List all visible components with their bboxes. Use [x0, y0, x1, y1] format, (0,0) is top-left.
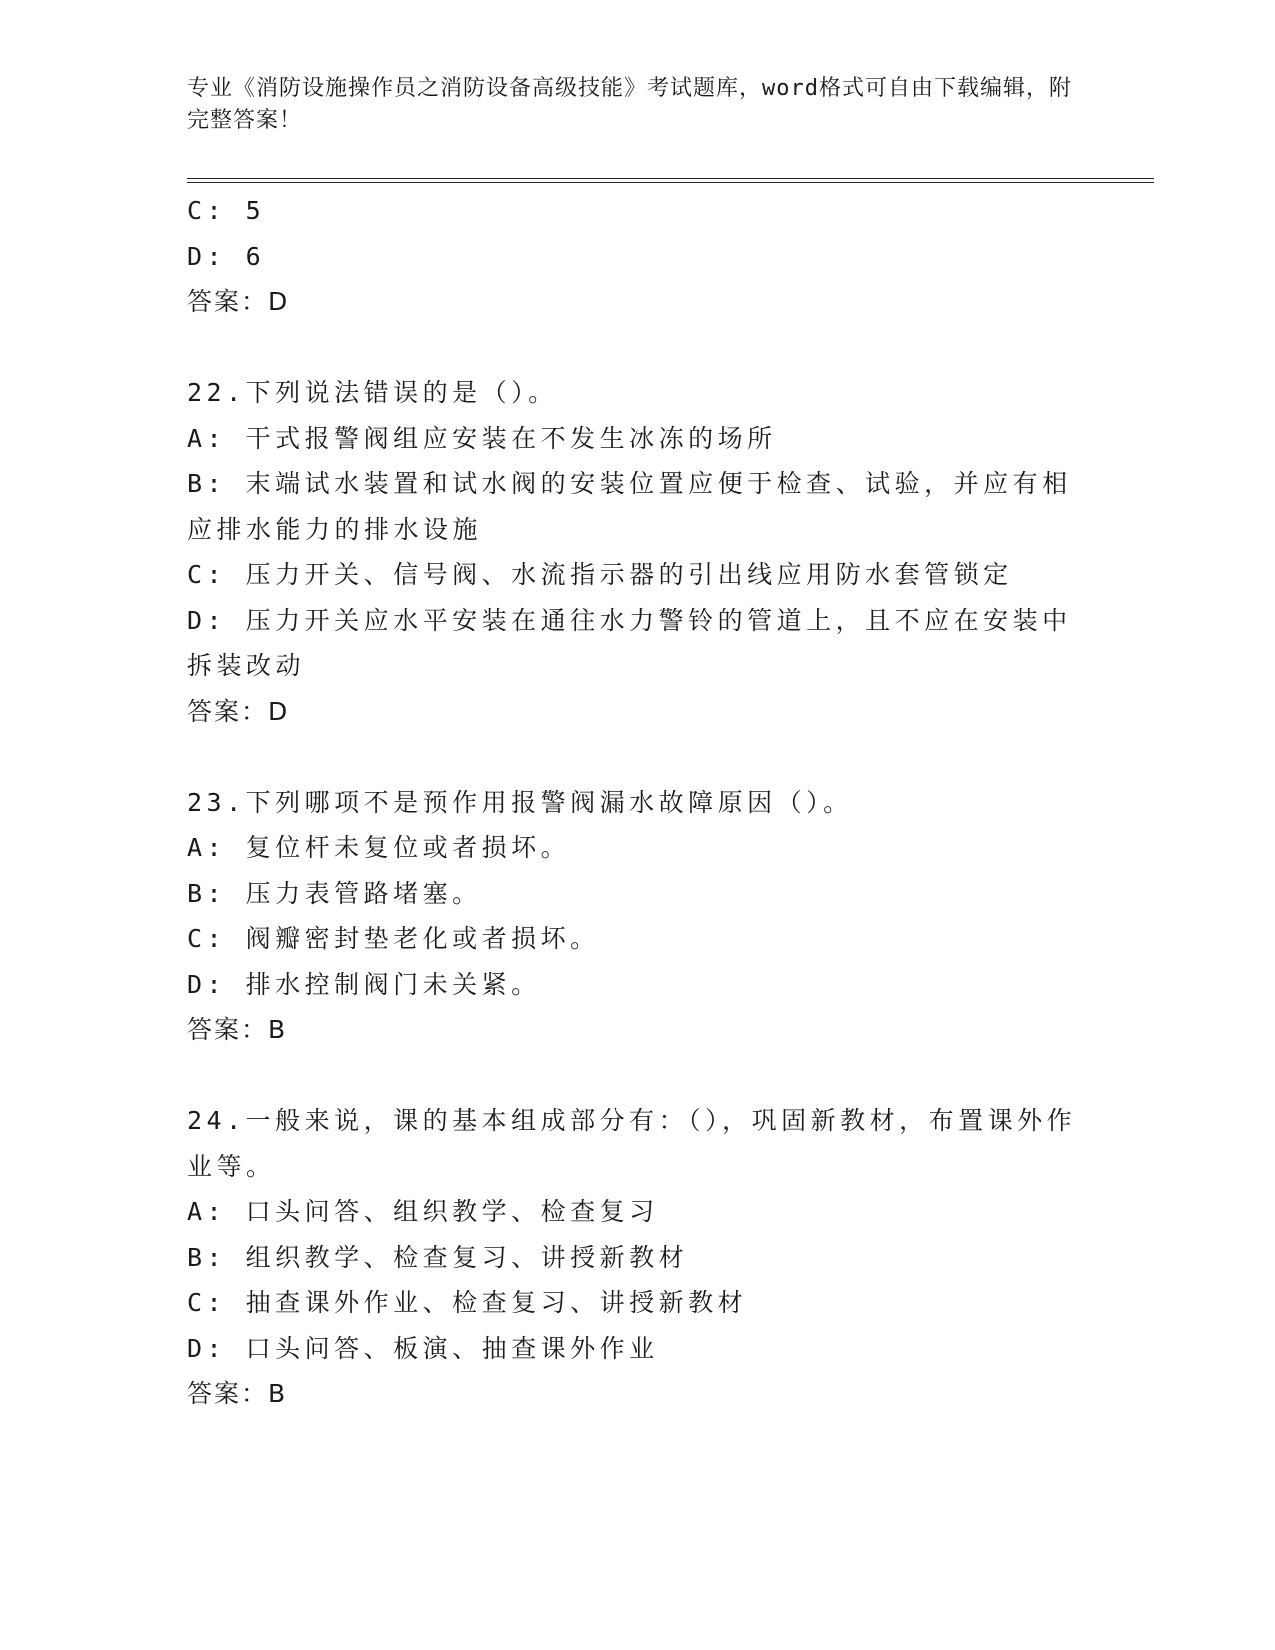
option-c: C: 抽查课外作业、检查复习、讲授新教材 — [187, 1288, 748, 1317]
option-c: C: 5 — [187, 196, 266, 225]
prev-question-block — [187, 188, 1087, 325]
header-divider-bottom — [187, 182, 1154, 183]
question-stem: 22.下列说法错误的是（）。 — [187, 378, 558, 407]
option-b: B: 压力表管路堵塞。 — [187, 878, 482, 908]
option-b: B: 末端试水装置和试水阀的安装位置应便于检查、试验，并应有相应排水能力的排水设施 — [187, 469, 1072, 544]
question-stem: 24.一般来说，课的基本组成部分有：（），巩固新教材，布置课外作业等。 — [187, 1106, 1077, 1181]
option-d: D: 排水控制阀门未关紧。 — [187, 969, 541, 999]
question-24 — [187, 1098, 1087, 1417]
option-a: A: 口头问答、组织教学、检查复习 — [187, 1197, 659, 1226]
option-d: D: 口头问答、板演、抽查课外作业 — [187, 1333, 659, 1363]
answer-line: 答案：D — [187, 696, 290, 726]
question-22 — [187, 370, 1087, 734]
answer-line: 答案：D — [187, 287, 290, 316]
option-c: C: 压力开关、信号阀、水流指示器的引出线应用防水套管锁定 — [187, 560, 1013, 589]
spacer — [187, 325, 1087, 371]
spacer — [187, 1053, 1087, 1099]
option-a: A: 干式报警阀组应安装在不发生冰冻的场所 — [187, 423, 777, 453]
question-stem: 23.下列哪项不是预作用报警阀漏水故障原因（）。 — [187, 787, 853, 817]
question-23 — [187, 780, 1087, 1053]
option-c: C: 阀瓣密封垫老化或者损坏。 — [187, 924, 600, 953]
option-d: D: 压力开关应水平安装在通往水力警铃的管道上，且不应在安装中拆装改动 — [187, 605, 1072, 680]
header-divider-top — [187, 178, 1154, 179]
document-header: 专业《消防设施操作员之消防设备高级技能》考试题库，word格式可自由下载编辑，附完整答案！ — [187, 76, 1072, 133]
option-b: B: 组织教学、检查复习、讲授新教材 — [187, 1242, 689, 1272]
spacer — [187, 734, 1087, 780]
answer-line: 答案：B — [187, 1379, 288, 1408]
question-list — [187, 188, 1087, 1417]
option-a: A: 复位杆未复位或者损坏。 — [187, 833, 571, 862]
answer-line: 答案：B — [187, 1015, 288, 1044]
option-d: D: 6 — [187, 241, 266, 271]
